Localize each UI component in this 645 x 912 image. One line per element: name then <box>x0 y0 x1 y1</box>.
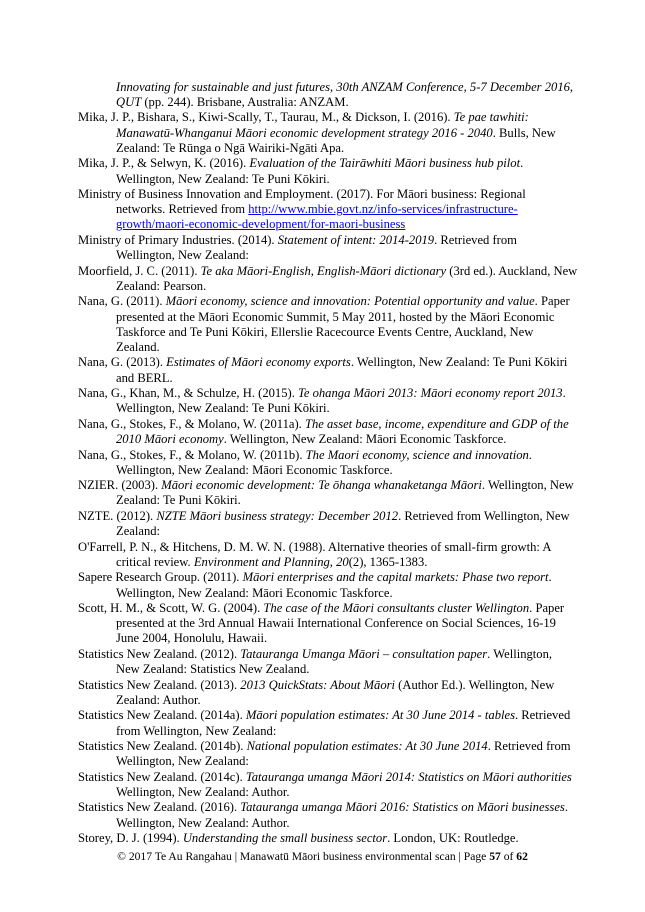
reference-entry: Ministry of Business Innovation and Employment. (2017). For Māori business: Regional networks. Retrieved from http://www.mbie.govt.nz/info-services/infrastructure-growth/maori-economic-development/for-maori-business <box>78 187 526 232</box>
mbie-link[interactable]: http://www.mbie.govt.nz/info-services/infrastructure-growth/maori-economic-development/for-maori-business <box>116 202 518 232</box>
page-footer: © 2017 Te Au Rangahau | Manawatū Māori business environmental scan | Page 57 of 62 <box>117 850 528 863</box>
reference-entry: Mika, J. P., Bishara, S., Kiwi-Scally, T., Taurau, M., & Dickson, I. (2016). Te pae tawhiti: Manawatū-Whanganui Māori economic development strategy 2016 - 2040. Bulls, New Zealand: Te Rūnga o Ngā Wairiki-Ngāti Apa. <box>78 110 556 155</box>
reference-list <box>78 80 578 847</box>
reference-entry: Nana, G. (2013). Estimates of Māori economy exports. Wellington, New Zealand: Te Puni Kōkiri and BERL. <box>78 355 568 385</box>
reference-entry: Statistics New Zealand. (2014c). Tatauranga umanga Māori 2014: Statistics on Māori authorities Wellington, New Zealand: Author. <box>78 769 572 799</box>
reference-entry: Statistics New Zealand. (2014a). Māori population estimates: At 30 June 2014 - tables. Retrieved from Wellington, New Zealand: <box>78 708 571 738</box>
reference-entry: Statistics New Zealand. (2013). 2013 QuickStats: About Māori (Author Ed.). Wellington, New Zealand: Author. <box>78 677 555 707</box>
reference-entry: Storey, D. J. (1994). Understanding the small business sector. London, UK: Routledge. <box>78 831 519 846</box>
reference-entry: Nana, G., Stokes, F., & Molano, W. (2011b). The Maori economy, science and innovation. Wellington, New Zealand: Māori Economic Taskforce. <box>78 447 532 477</box>
reference-entry: Statistics New Zealand. (2012). Tatauranga Umanga Māori – consultation paper. Wellington, New Zealand: Statistics New Zealand. <box>78 646 553 677</box>
reference-entry: Sapere Research Group. (2011). Māori enterprises and the capital markets: Phase two report. Wellington, New Zealand: Māori Economic Taskforce. <box>78 570 552 600</box>
reference-entry: Statistics New Zealand. (2016). Tatauranga umanga Māori 2016: Statistics on Māori businesses. Wellington, New Zealand: Author. <box>78 800 568 830</box>
reference-entry: Ministry of Primary Industries. (2014). Statement of intent: 2014-2019. Retrieved from Wellington, New Zealand: <box>78 232 517 263</box>
reference-entry: NZIER. (2003). Māori economic development: Te ōhanga whanaketanga Māori. Wellington, New Zealand: Te Puni Kōkiri. <box>78 478 574 508</box>
reference-entry: Nana, G. (2011). Māori economy, science and innovation: Potential opportunity and value. Paper presented at the Māori Economic Summit, 5 May 2011, hosted by the Māori Economic Taskforce and Te Puni Kōkiri, Ellerslie Racecource Events Centre, Auckland, New Zealand. <box>78 294 570 354</box>
reference-entry: Statistics New Zealand. (2014b). National population estimates: At 30 June 2014. Retrieved from Wellington, New Zealand: <box>78 739 571 769</box>
reference-continuation: Innovating for sustainable and just futures, 30th ANZAM Conference, 5-7 December 2016, QUT (pp. 244). Brisbane, Australia: ANZAM. <box>116 80 574 110</box>
page-number: 57 <box>489 850 501 863</box>
reference-entry: Nana, G., Stokes, F., & Molano, W. (2011a). The asset base, income, expenditure and GDP of the 2010 Māori economy. Wellington, New Zealand: Māori Economic Taskforce. <box>78 416 569 447</box>
reference-entry: Scott, H. M., & Scott, W. G. (2004). The case of the Māori consultants cluster Wellington. Paper presented at the 3rd Annual Hawaii International Conference on Social Sciences, 16-19 June 2004, Honolulu, Hawaii. <box>78 601 565 646</box>
reference-entry: Moorfield, J. C. (2011). Te aka Māori-English, English-Māori dictionary (3rd ed.). Auckland, New Zealand: Pearson. <box>78 263 578 293</box>
page-total: 62 <box>516 850 528 863</box>
reference-entry: O'Farrell, P. N., & Hitchens, D. M. W. N. (1988). Alternative theories of small-firm growth: A critical review. Environment and Planning, 20(2), 1365-1383. <box>78 539 551 569</box>
reference-entry: NZTE. (2012). NZTE Māori business strategy: December 2012. Retrieved from Wellington, New Zealand: <box>78 508 570 539</box>
reference-entry: Nana, G., Khan, M., & Schulze, H. (2015). Te ohanga Māori 2013: Māori economy report 2013. Wellington, New Zealand: Te Puni Kōkiri. <box>78 386 566 416</box>
reference-entry: Mika, J. P., & Selwyn, K. (2016). Evaluation of the Tairāwhiti Māori business hub pilot. Wellington, New Zealand: Te Puni Kōkiri. <box>78 156 524 186</box>
